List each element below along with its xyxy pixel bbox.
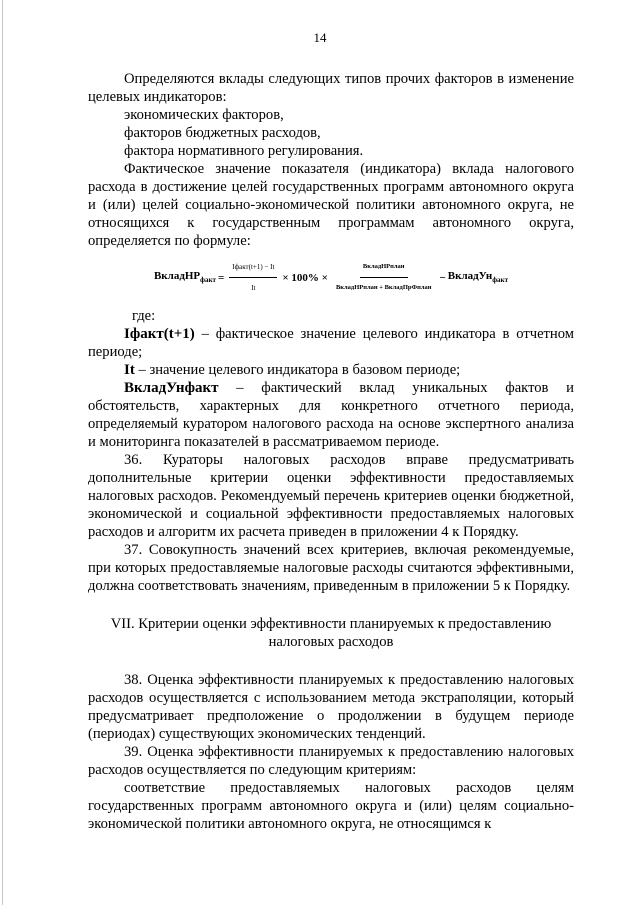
- definition-actual-indicator-symbol: Iфакт(t+1): [124, 326, 195, 342]
- section-title: VII. Критерии оценки эффективности планируемых к предоставлению налоговых расходов: [110, 616, 552, 650]
- list-item-budget: факторов бюджетных расходов,: [124, 125, 321, 141]
- formula-fraction-share: [333, 258, 435, 297]
- formula-fraction-share-numerator: ВкладНРплан: [360, 258, 408, 278]
- definition-base-indicator-symbol: It: [124, 362, 135, 378]
- formula-fraction-growth: [229, 258, 277, 297]
- paragraph-37: 37. Совокупность значений всех критериев, включая рекомендуемые, при которых предоставляемые налоговые расходы считаются эффективными, должна соответствовать значениям, приведенным в приложении 5 к Порядку.: [88, 542, 574, 594]
- paragraph-criteria-compliance: соответствие предоставляемых налоговых расходов целям государственных программ автономного округа и (или) целям социально-экономической политики автономного округа, не относящимся к: [88, 780, 574, 832]
- formula-lhs: ВкладНР$_{факт}$: [153, 269, 216, 284]
- definition-unique-factors: ВкладУнфакт – фактический вклад уникальных фактов и обстоятельств, характерных для конкретного отчетного периода, определяемый куратором налогового расхода на основе экспертного анализа и мониторинга показателей в рассматриваемом периоде.: [88, 380, 574, 450]
- document-body: [88, 70, 574, 833]
- scan-edge-line: [2, 0, 3, 905]
- definition-unique-factors-symbol: ВкладУнфакт: [124, 380, 219, 396]
- formula-fraction-share-denominator: ВкладНРплан + ВкладПрФплан: [335, 284, 432, 291]
- formula-equals: =: [217, 271, 225, 284]
- formula-minus: −: [439, 271, 446, 284]
- where-label: где:: [132, 308, 156, 324]
- formula-fraction-growth-denominator: It: [251, 284, 256, 292]
- formula-fraction-growth-numerator: Iфакт(t+1) − It: [229, 258, 277, 278]
- paragraph-factors-intro: Определяются вклады следующих типов прочих факторов в изменение целевых индикаторов:: [88, 71, 574, 105]
- formula-rhs: ВкладУн$_{факт}$: [447, 269, 509, 284]
- page-number: 14: [313, 30, 327, 45]
- list-item-economic: экономических факторов,: [124, 107, 284, 123]
- definition-base-indicator: It – значение целевого индикатора в базовом периоде;: [124, 362, 461, 378]
- definition-actual-indicator: Iфакт(t+1) – фактическое значение целевого индикатора в отчетном периоде;: [88, 326, 574, 360]
- paragraph-actual-value: Фактическое значение показателя (индикатора) вклада налогового расхода в достижение целей государственных программ автономного округа и (или) целей социально-экономической политики автономного округа, не относящихся к государственным программам автономного округа, определяется по формуле:: [88, 161, 574, 249]
- paragraph-38: 38. Оценка эффективности планируемых к предоставлению налоговых расходов осуществляется с использованием метода экстраполяции, который предусматривает предположение о продолжении в будущем периоде (периодах) существующих экономических тенденций.: [88, 672, 574, 742]
- paragraph-36: 36. Кураторы налоговых расходов вправе предусматривать дополнительные критерии оценки эффективности предоставляемых налоговых расходов. Рекомендуемый перечень критериев оценки бюджетной, экономической и социальной эффективности предоставляемых налоговых расходов и алгоритм их расчета приведен в приложении 4 к Порядку.: [88, 452, 574, 540]
- formula-times: × 100% ×: [282, 271, 328, 284]
- paragraph-39: 39. Оценка эффективности планируемых к предоставлению налоговых расходов осуществляется по следующим критериям:: [88, 744, 574, 778]
- formula: [88, 258, 574, 297]
- list-item-regulation: фактора нормативного регулирования.: [124, 143, 364, 159]
